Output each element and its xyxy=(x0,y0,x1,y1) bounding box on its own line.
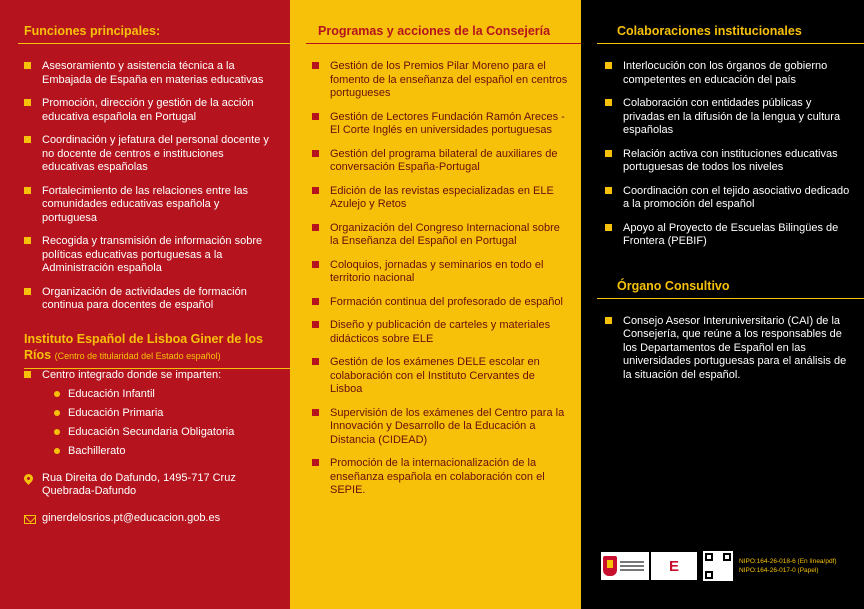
list-item-text: Formación continua del profesorado de español xyxy=(330,295,563,308)
list-item-text: Organización de actividades de formación continua para docentes de español xyxy=(42,285,247,311)
square-bullet-icon xyxy=(312,298,319,305)
nipo-paper: NIPO:164-26-017-0 (Papel) xyxy=(739,567,819,574)
dot-bullet-icon xyxy=(54,429,60,435)
mail-icon xyxy=(24,512,42,525)
list-item xyxy=(312,407,569,448)
list-item-text: Gestión de los Premios Pilar Moreno para el fomento de la enseñanza del español en centros portugueses xyxy=(330,60,568,99)
square-bullet-icon xyxy=(24,288,31,295)
list-item xyxy=(312,111,569,138)
list-item-text: Apoyo al Proyecto de Escuelas Bilingües de Frontera (PEBIF) xyxy=(623,221,839,247)
list-item-text: Gestión de Lectores Fundación Ramón Areces - El Corte Inglés en universidades portuguesas xyxy=(330,110,565,136)
square-bullet-icon xyxy=(605,317,612,324)
list-item xyxy=(24,60,276,87)
list-item-text: Interlocución con los órganos de gobierno competentes en educación del país xyxy=(623,60,828,86)
square-bullet-icon xyxy=(312,459,319,466)
column-programas xyxy=(290,0,581,609)
nipo-online: NIPO:164-26-018-6 (En línea/pdf) xyxy=(739,558,837,565)
list-item xyxy=(605,315,854,383)
square-bullet-icon xyxy=(24,371,31,378)
list-colaboraciones xyxy=(605,60,854,249)
list-item xyxy=(312,356,569,397)
list-item-text: Coloquios, jornadas y seminarios en todo el territorio nacional xyxy=(330,258,544,284)
square-bullet-icon xyxy=(312,150,319,157)
center-label: Centro integrado donde se imparten: xyxy=(42,368,222,381)
list-item-text: Promoción de la internacionalización de la enseñanza española en colaboración con el SEPIE. xyxy=(330,457,545,496)
address-block xyxy=(24,472,276,498)
level-text: Bachillerato xyxy=(68,445,126,457)
footer-logos xyxy=(601,551,837,581)
list-item-text: Gestión de los exámenes DELE escolar en colaboración con el Instituto Cervantes de Lisboa xyxy=(330,356,540,395)
heading-organo: Órgano Consultivo xyxy=(597,279,864,299)
square-bullet-icon xyxy=(312,62,319,69)
list-item-text: Asesoramiento y asistencia técnica a la Embajada de España en materias educativas xyxy=(42,60,264,86)
list-item xyxy=(605,97,854,138)
coat-of-arms-icon xyxy=(603,556,617,576)
square-bullet-icon xyxy=(312,113,319,120)
list-item xyxy=(605,148,854,175)
square-bullet-icon xyxy=(24,187,31,194)
list-item-text: Organización del Congreso Internacional sobre la Enseñanza del Español en Portugal xyxy=(330,221,560,247)
list-item-text: Edición de las revistas especializadas en ELE Azulejo y Retos xyxy=(330,184,554,210)
list-item xyxy=(24,97,276,124)
address-text: Rua Direita do Dafundo, 1495-717 Cruz Quebrada-Dafundo xyxy=(42,472,236,497)
list-programas xyxy=(312,60,569,498)
level-text: Educación Infantil xyxy=(68,388,155,400)
list-item xyxy=(605,222,854,249)
square-bullet-icon xyxy=(605,150,612,157)
heading-colaboraciones: Colaboraciones institucionales xyxy=(597,24,864,44)
dot-bullet-icon xyxy=(54,391,60,397)
level-item xyxy=(54,388,276,401)
list-item xyxy=(24,185,276,226)
square-bullet-icon xyxy=(605,62,612,69)
list-item xyxy=(24,134,276,175)
square-bullet-icon xyxy=(312,261,319,268)
level-item xyxy=(54,445,276,458)
list-levels xyxy=(24,388,276,458)
level-text: Educación Primaria xyxy=(68,407,164,419)
list-item xyxy=(605,185,854,212)
heading-funciones: Funciones principales: xyxy=(18,24,290,44)
list-item-text: Fortalecimiento de las relaciones entre las comunidades educativas española y portuguesa xyxy=(42,184,249,224)
list-item xyxy=(24,286,276,313)
consejeria-logo xyxy=(651,552,697,580)
dot-bullet-icon xyxy=(54,448,60,454)
list-item-text: Gestión del programa bilateral de auxiliares de conversación España-Portugal xyxy=(330,147,558,173)
level-text: Educación Secundaria Obligatoria xyxy=(68,426,235,438)
list-item-text: Relación activa con instituciones educativas portuguesas de todos los niveles xyxy=(623,147,838,173)
square-bullet-icon xyxy=(605,224,612,231)
institute-name: Instituto Español de Lisboa Giner de los Ríos xyxy=(24,331,263,362)
list-item xyxy=(24,369,276,383)
list-item xyxy=(312,60,569,101)
list-item-text: Supervisión de los exámenes del Centro para la Innovación y Desarrollo de la Educación a Distancia (CIDEAD) xyxy=(330,406,565,446)
square-bullet-icon xyxy=(312,224,319,231)
consejeria-mark-icon: E xyxy=(668,557,679,575)
list-item-text: Coordinación con el tejido asociativo dedicado a la promoción del español xyxy=(623,184,850,210)
list-item xyxy=(312,457,569,498)
list-item xyxy=(312,185,569,212)
square-bullet-icon xyxy=(312,358,319,365)
list-item-text: Colaboración con entidades públicas y privadas en la difusión de la lengua y cultura españolas xyxy=(623,97,841,136)
square-bullet-icon xyxy=(605,99,612,106)
dot-bullet-icon xyxy=(54,410,60,416)
list-item-text: Promoción, dirección y gestión de la acción educativa española en Portugal xyxy=(42,97,254,123)
list-funciones xyxy=(24,60,276,313)
institute-title xyxy=(24,331,290,369)
email-block xyxy=(24,512,276,525)
nipo-codes xyxy=(739,557,837,575)
square-bullet-icon xyxy=(24,99,31,106)
square-bullet-icon xyxy=(312,187,319,194)
embassy-logo xyxy=(601,552,649,580)
list-item-text: Diseño y publicación de carteles y materiales didácticos sobre ELE xyxy=(330,319,551,345)
list-item xyxy=(24,235,276,276)
list-item xyxy=(312,319,569,346)
square-bullet-icon xyxy=(605,187,612,194)
list-item xyxy=(312,259,569,286)
email-link[interactable]: ginerdelosrios.pt@educacion.gob.es xyxy=(42,512,221,524)
list-item xyxy=(605,60,854,87)
column-colaboraciones xyxy=(581,0,864,609)
institute-note: (Centro de titularidad del Estado español) xyxy=(54,350,221,361)
list-item-text: Consejo Asesor Interuniversitario (CAI) de la Consejería, que reúne a los responsables de los Departamentos de Español en las universidades portuguesas para el análisis de la situación del español. xyxy=(623,314,847,381)
list-item xyxy=(312,222,569,249)
square-bullet-icon xyxy=(24,136,31,143)
column-funciones xyxy=(0,0,290,609)
list-item xyxy=(312,148,569,175)
qr-code-icon[interactable] xyxy=(703,551,733,581)
square-bullet-icon xyxy=(24,62,31,69)
list-item-text: Coordinación y jefatura del personal docente y no docente de centros e instituciones educativas españolas xyxy=(42,134,269,173)
list-item-text: Recogida y transmisión de información sobre políticas educativas portuguesas a la Administración española xyxy=(42,235,263,274)
heading-programas: Programas y acciones de la Consejería xyxy=(306,24,581,44)
level-item xyxy=(54,407,276,420)
location-pin-icon xyxy=(24,472,42,498)
square-bullet-icon xyxy=(24,237,31,244)
square-bullet-icon xyxy=(312,321,319,328)
list-item xyxy=(312,296,569,310)
level-item xyxy=(54,426,276,439)
list-organo xyxy=(605,315,854,383)
center-list xyxy=(24,369,276,383)
square-bullet-icon xyxy=(312,409,319,416)
